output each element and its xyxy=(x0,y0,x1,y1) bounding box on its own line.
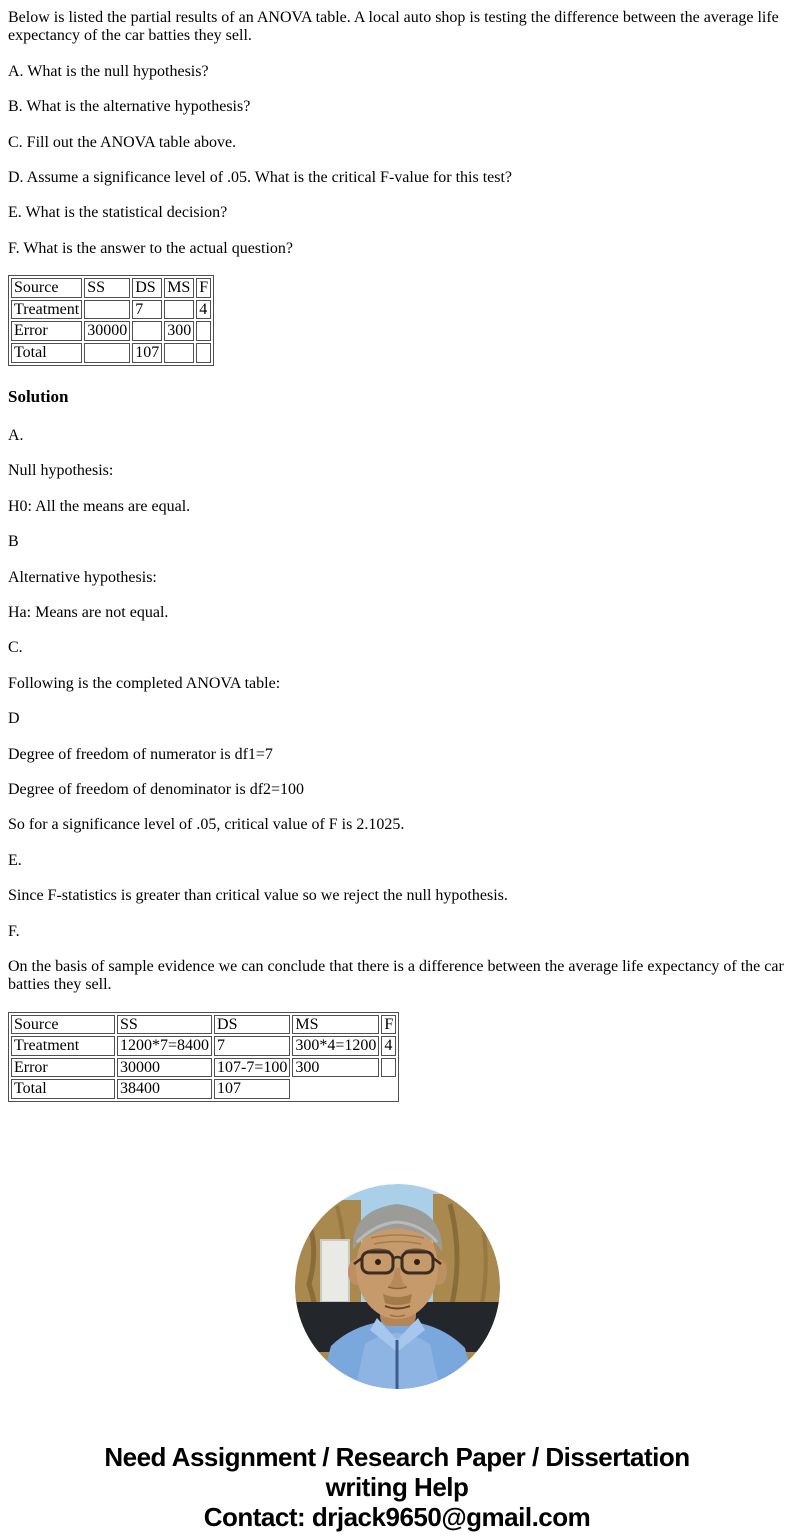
table-row-error xyxy=(11,1058,396,1078)
person-portrait-illustration xyxy=(295,1184,500,1389)
question-b: B. What is the alternative hypothesis? xyxy=(8,98,251,116)
header-cell-f: F xyxy=(381,1015,396,1035)
header-cell-ss: SS xyxy=(117,1015,212,1035)
h0-statement: H0: All the means are equal. xyxy=(8,497,191,515)
table-cell xyxy=(84,300,130,320)
table-cell xyxy=(381,1058,396,1078)
alternative-hypothesis-label: Alternative hypothesis: xyxy=(8,568,157,586)
photo-row xyxy=(8,1184,786,1394)
question-f: F. What is the answer to the actual question? xyxy=(8,239,294,257)
table-cell: 7 xyxy=(214,1036,290,1056)
header-cell-source: Source xyxy=(11,278,82,298)
tutor-portrait-photo xyxy=(295,1184,500,1389)
header-cell-ms: MS xyxy=(292,1015,379,1035)
completed-table-intro: Following is the completed ANOVA table: xyxy=(8,674,281,692)
null-hypothesis-label: Null hypothesis: xyxy=(8,462,114,480)
table-cell xyxy=(196,343,211,363)
table-cell: 300 xyxy=(292,1058,379,1078)
table-cell: 1200*7=8400 xyxy=(117,1036,212,1056)
table-cell: 30000 xyxy=(84,321,130,341)
anova-table-partial xyxy=(8,275,214,365)
table-cell: 300*4=1200 xyxy=(292,1036,379,1056)
table-header-row xyxy=(11,278,211,298)
table-cell: 30000 xyxy=(117,1058,212,1078)
table-cell: 107-7=100 xyxy=(214,1058,290,1078)
footer-help-line-2: writing Help xyxy=(325,1472,469,1503)
table-row-treatment xyxy=(11,300,211,320)
table-cell: 107 xyxy=(214,1079,290,1099)
part-c-label: C. xyxy=(8,639,23,657)
table-cell: Treatment xyxy=(11,300,82,320)
table-cell: Error xyxy=(11,321,82,341)
question-e: E. What is the statistical decision? xyxy=(8,204,228,222)
table-row-total xyxy=(11,343,211,363)
table-header-row xyxy=(11,1015,396,1035)
question-d: D. Assume a significance level of .05. What is the critical F-value for this test? xyxy=(8,168,513,186)
table-cell: 4 xyxy=(381,1036,396,1056)
df2-line: Degree of freedom of denominator is df2=100 xyxy=(8,780,305,798)
table-cell: 107 xyxy=(132,343,162,363)
table-cell xyxy=(132,321,162,341)
table-cell: 38400 xyxy=(117,1079,212,1099)
header-cell-source: Source xyxy=(11,1015,115,1035)
table-cell: 7 xyxy=(132,300,162,320)
table-cell: Error xyxy=(11,1058,115,1078)
table-row-total xyxy=(11,1079,396,1099)
table-cell: Total xyxy=(11,1079,115,1099)
table-row-error xyxy=(11,321,211,341)
header-cell-ds: DS xyxy=(214,1015,290,1035)
header-cell-f: F xyxy=(196,278,211,298)
table-cell: Treatment xyxy=(11,1036,115,1056)
footer-help-line-1: Need Assignment / Research Paper / Dissertation xyxy=(104,1442,690,1473)
part-b-label: B xyxy=(8,533,19,551)
part-a-label: A. xyxy=(8,427,24,445)
question-a: A. What is the null hypothesis? xyxy=(8,62,209,80)
question-c: C. Fill out the ANOVA table above. xyxy=(8,133,237,151)
table-cell xyxy=(196,321,211,341)
ha-statement: Ha: Means are not equal. xyxy=(8,604,169,621)
table-cell: Total xyxy=(11,343,82,363)
anova-table-completed xyxy=(8,1012,399,1102)
solution-heading: Solution xyxy=(8,386,69,406)
header-cell-ms: MS xyxy=(164,278,194,298)
table-cell xyxy=(164,343,194,363)
part-d-label: D xyxy=(8,710,20,728)
header-cell-ds: DS xyxy=(132,278,162,298)
header-cell-ss: SS xyxy=(84,278,130,298)
statistical-decision-line: Since F-statistics is greater than critical value so we reject the null hypothesis. xyxy=(8,887,508,905)
conclusion-paragraph: On the basis of sample evidence we can conclude that there is a difference between the average life expectancy of the car batties they sell. xyxy=(8,957,784,994)
table-cell: 4 xyxy=(196,300,211,320)
df1-line: Degree of freedom of numerator is df1=7 xyxy=(8,745,273,763)
part-f-label: F. xyxy=(8,922,20,940)
table-row-treatment xyxy=(11,1036,396,1056)
table-cell xyxy=(164,300,194,320)
table-cell: 300 xyxy=(164,321,194,341)
critical-value-line: So for a significance level of .05, critical value of F is 2.1025. xyxy=(8,816,405,834)
footer-banner xyxy=(8,1442,786,1532)
footer-contact-line: Contact: drjack9650@gmail.com xyxy=(203,1502,591,1533)
table-cell xyxy=(84,343,130,363)
part-e-label: E. xyxy=(8,851,22,869)
intro-paragraph: Below is listed the partial results of an ANOVA table. A local auto shop is testing the difference between the average life expectancy of the car batties they sell. xyxy=(8,9,779,45)
